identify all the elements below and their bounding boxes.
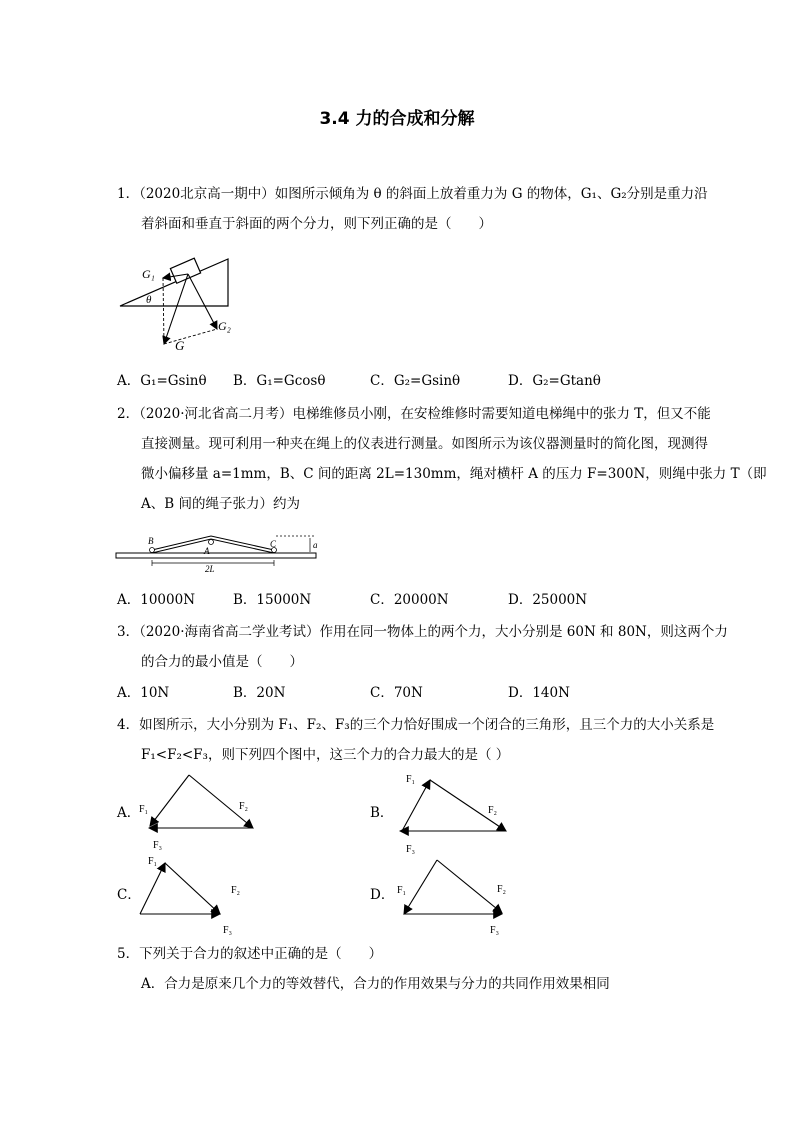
q4-option-c[interactable]: C． (117, 887, 141, 903)
q2-option-b[interactable]: B．15000N (233, 592, 312, 608)
q4-figure-a (135, 772, 270, 854)
q5-option-a[interactable]: A．合力是原来几个力的等效替代，合力的作用效果与分力的共同作用效果相同 (141, 976, 610, 992)
q1-label-g2: G₂ (218, 319, 231, 333)
q2-stem-line3: 微小偏移量 a=1mm，B、C 间的距离 2L=130mm，绳对横杆 A 的压力 F=300N，则绳中张力 T（即 (141, 466, 767, 482)
q2-stem-line1: 2．（2020·河北省高二月考）电梯维修员小刚，在安检维修时需要知道电梯绳中的张力 T，但又不能 (117, 406, 711, 422)
q1-option-d[interactable]: D．G₂=Gtanθ (508, 373, 601, 389)
q2-stem-line2: 直接测量。现可利用一种夹在绳上的仪表进行测量。如图所示为该仪器测量时的简化图，现测得 (141, 436, 708, 452)
q2-label-b: B (148, 536, 154, 546)
q4b-f2: F₂ (488, 805, 498, 816)
q4a-f3: F₃ (153, 840, 163, 851)
q4c-f3: F₃ (223, 925, 233, 936)
q4-option-b[interactable]: B． (370, 805, 394, 821)
q4d-f1: F₁ (397, 885, 407, 896)
q2-label-offset: a (313, 540, 318, 550)
q4b-f1: F₁ (406, 774, 416, 785)
q1-stem-line2: 着斜面和垂直于斜面的两个分力，则下列正确的是（ ） (141, 216, 492, 232)
q4-stem-line1: 4．如图所示，大小分别为 F₁、F₂、F₃的三个力恰好围成一个闭合的三角形，且三个力的大小关系是 (117, 717, 715, 733)
q4-figure-b (392, 770, 527, 856)
q3-stem-line2: 的合力的最小值是（ ） (141, 654, 303, 670)
q4b-f3: F₃ (406, 844, 416, 855)
q4-figure-c (135, 853, 255, 935)
q1-label-g: G (175, 338, 185, 353)
q4-figure-d (392, 855, 522, 937)
q1-option-b[interactable]: B．G₁=Gcosθ (233, 373, 326, 389)
q4a-f1: F₁ (139, 804, 149, 815)
q1-stem-line1: 1．（2020北京高一期中）如图所示倾角为 θ 的斜面上放着重力为 G 的物体，G₁、G₂分别是重力沿 (117, 186, 708, 202)
q2-stem-line4: A、B 间的绳子张力）约为 (141, 496, 300, 512)
q4c-f2: F₂ (231, 885, 241, 896)
q5-stem-line1: 5．下列关于合力的叙述中正确的是（ ） (117, 946, 383, 962)
page-title: 3.4 力的合成和分解 (319, 109, 475, 129)
q2-option-d[interactable]: D．25000N (508, 592, 588, 608)
q3-option-c[interactable]: C．70N (370, 685, 423, 701)
q1-option-c[interactable]: C．G₂=Gsinθ (370, 373, 461, 389)
q1-label-g1: G₁ (142, 267, 155, 281)
q4-stem-line2: F₁<F₂<F₃，则下列四个图中，这三个力的合力最大的是（ ） (141, 747, 510, 763)
q2-label-a: A (204, 546, 210, 556)
q1-option-a[interactable]: A．G₁=Gsinθ (117, 373, 207, 389)
q2-option-a[interactable]: A．10000N (117, 592, 196, 608)
q4d-f2: F₂ (497, 884, 507, 895)
q3-option-d[interactable]: D．140N (508, 685, 570, 701)
q3-option-a[interactable]: A．10N (117, 685, 170, 701)
q3-option-b[interactable]: B．20N (233, 685, 286, 701)
q2-label-c: C (270, 539, 277, 549)
q4a-f2: F₂ (239, 801, 249, 812)
q4d-f3: F₃ (490, 925, 500, 936)
q1-incline-figure (120, 252, 250, 353)
q2-tension-figure (116, 530, 326, 574)
q4-option-d[interactable]: D． (370, 887, 395, 903)
q1-label-theta: θ (146, 294, 152, 306)
q2-option-c[interactable]: C．20000N (370, 592, 449, 608)
q2-label-span: 2L (205, 564, 215, 574)
q4-option-a[interactable]: A． (117, 805, 141, 821)
q3-stem-line1: 3．（2020·海南省高二学业考试）作用在同一物体上的两个力，大小分别是 60N 和 80N，则这两个力 (117, 624, 728, 640)
q4c-f1: F₁ (148, 856, 158, 867)
